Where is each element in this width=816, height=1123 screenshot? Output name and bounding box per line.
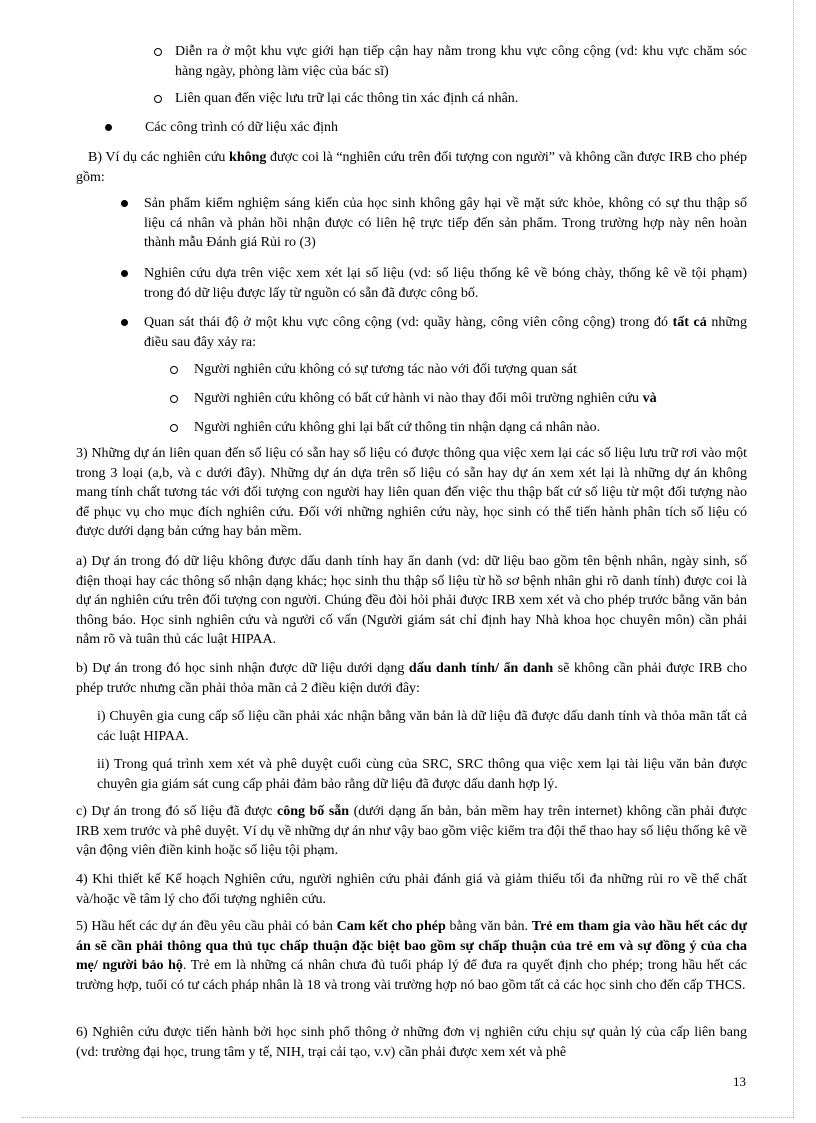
bullet-text: Nghiên cứu dựa trên việc xem xét lại số liệu (vd: số liệu thống kê về bóng chày, thống kê về tội phạm) trong đó dữ liệu được lấy từ nguồn có sẵn đã được công bố. xyxy=(144,266,747,301)
bullet-icon xyxy=(121,200,128,207)
hollow-bullet-icon xyxy=(154,95,162,103)
sub-bullet-text: Liên quan đến việc lưu trữ lại các thông tin xác định cá nhân. xyxy=(175,91,519,106)
emphasis-text: công bố sẵn xyxy=(276,804,350,819)
emphasis-text: Cam kết cho phép xyxy=(336,919,446,934)
section-3b-condition-ii: ii) Trong quá trình xem xét và phê duyệt cuối cùng của SRC, SRC thông qua việc xem lại tài liệu văn bản được chuyên gia giám sát cung cấp phải đảm bảo rằng dữ liệu đã được dấu danh hợp lý. xyxy=(97,757,747,792)
bullet-text-post: những điều sau đây xảy ra: xyxy=(144,315,747,350)
sub-bullet-text: Diễn ra ở một khu vực giới hạn tiếp cận hay nằm trong khu vực công cộng (vd: khu vực chăm sóc hàng ngày, phòng làm việc của bác sĩ) xyxy=(175,44,747,79)
section-5-pre: 5) Hầu hết các dự án đều yêu cầu phải có bản xyxy=(76,919,337,934)
hollow-bullet-icon xyxy=(170,395,178,403)
sub-bullet-text xyxy=(194,389,747,409)
section-5-paragraph xyxy=(76,917,747,995)
page-number: 13 xyxy=(733,1074,746,1089)
section-3-paragraph: 3) Những dự án liên quan đến số liệu có sẵn hay số liệu có được thông qua việc xem lại các số liệu lưu trữ rơi vào một trong 3 loại (a,b, và c dưới đây). Những dự án dựa trên số liệu có sẵn hay dự án xem xét lại là những dự án không mang tính chất tương tác với đối tượng con người hay liên quan đến việc thu thập bất cứ số liệu từ một đối tượng nào để phục vụ cho mục đích nghiên cứu. Đối với những nghiên cứu này, học sinh có thể tiến hành phân tích số liệu có được dưới dạng bản cứng hay bản mềm. xyxy=(76,446,747,539)
emphasis-text: không xyxy=(229,150,267,165)
section-4-paragraph: 4) Khi thiết kế Kế hoạch Nghiên cứu, người nghiên cứu phải đánh giá và giảm thiểu tối đa những rủi ro về thể chất và/hoặc về tâm lý cho đối tượng nghiên cứu. xyxy=(76,872,747,907)
hollow-bullet-icon xyxy=(170,366,178,374)
section-b-intro xyxy=(76,148,747,187)
section-5-mid: bằng văn bản. xyxy=(445,919,532,934)
sub-bullet-text: Người nghiên cứu không ghi lại bất cứ thông tin nhận dạng cá nhân nào. xyxy=(194,420,601,435)
bullet-icon xyxy=(121,270,128,277)
bullet-icon xyxy=(105,124,112,131)
emphasis-text: tất cả xyxy=(672,315,707,330)
sub-bullet-text: Người nghiên cứu không có sự tương tác nào với đối tượng quan sát xyxy=(194,362,577,377)
section-3b-pre: b) Dự án trong đó học sinh nhận được dữ liệu dưới dạng xyxy=(76,661,409,676)
bullet-text: Các công trình có dữ liệu xác định xyxy=(145,120,339,135)
bullet-text: Sản phẩm kiểm nghiệm sáng kiến của học sinh không gây hại về mặt sức khỏe, không có sự thu thập số liệu cá nhân và phản hồi nhận được có liên hệ trực tiếp đến sản phẩm. Trong trường hợp này nên hoàn thành mẫu Đánh giá Rủi ro (3) xyxy=(144,196,747,250)
section-3b-paragraph xyxy=(76,659,747,698)
section-b-intro-post: được coi là “nghiên cứu trên đối tượng con người” và không cần được IRB cho phép gồm: xyxy=(76,150,747,185)
section-3c-paragraph xyxy=(76,802,747,861)
hollow-bullet-icon xyxy=(170,424,178,432)
emphasis-text: và xyxy=(642,391,657,406)
section-3a-paragraph: a) Dự án trong đó dữ liệu không được dấu danh tính hay ẩn danh (vd: dữ liệu bao gồm tên bệnh nhân, ngày sinh, số điện thoại hay các thông số nhận dạng khác; học sinh thu thập số liệu từ hồ sơ bệnh nhân ghi rõ danh tính) được coi là dự án nghiên cứu trên đối tượng con người. Chúng đều đòi hỏi phải được IRB xem xét và cho phép trước bằng văn bản thông báo. Học sinh nghiên cứu và người cố vấn (Người giám sát chỉ định hay Nhà khoa học chuyên môn) cần phải nắm rõ và tuân thủ các luật HIPAA. xyxy=(76,554,747,647)
section-3b-condition-i: i) Chuyên gia cung cấp số liệu cần phải xác nhận bằng văn bản là dữ liệu đã được dấu danh tính và thỏa mãn tất cả các luật HIPAA. xyxy=(97,709,747,744)
bullet-text-pre: Quan sát thái độ ở một khu vực công cộng (vd: quầy hàng, công viên công cộng) trong đó xyxy=(144,315,673,330)
section-b-intro-pre: B) Ví dụ các nghiên cứu xyxy=(88,150,230,165)
hollow-bullet-icon xyxy=(154,48,162,56)
section-6-paragraph: 6) Nghiên cứu được tiến hành bởi học sinh phổ thông ở những đơn vị nghiên cứu chịu sự quản lý của cấp liên bang (vd: trường đại học, trung tâm y tế, NIH, trại cải tạo, v.v) cần phải được xem xét và phê xyxy=(76,1025,747,1060)
emphasis-text: Trẻ em tham gia vào hầu hết các dự án sẽ cần phải thông qua thủ tục chấp thuận đặc biệt bao gồm sự chấp thuận của trẻ em và sự đồng ý của cha mẹ/ người bảo hộ xyxy=(76,919,747,973)
emphasis-text: dấu danh tính/ ẩn danh xyxy=(408,661,554,676)
section-3b-post: sẽ không cần phải được IRB cho phép trước nhưng cần phải thỏa mãn cả 2 điều kiện dưới đây: xyxy=(76,661,748,696)
page-border-right xyxy=(793,0,794,1117)
sub-bullet-text-pre: Người nghiên cứu không có bất cứ hành vi nào thay đổi môi trường nghiên cứu xyxy=(194,391,643,406)
section-5-post: . Trẻ em là những cá nhân chưa đủ tuổi pháp lý để đưa ra quyết định cho phép; trong hầu hết các trường hợp, tuổi có tư cách pháp nhân là 18 và trong vài trường hợp nó bao gồm tất cả các học sinh cho đến cấp THCS. xyxy=(76,958,747,993)
page-border-bottom xyxy=(22,1117,794,1118)
section-3c-pre: c) Dự án trong đó số liệu đã được xyxy=(76,804,277,819)
bullet-text xyxy=(144,313,747,352)
bullet-icon xyxy=(121,319,128,326)
section-3c-post: (dưới dạng ấn bản, bản mềm hay trên internet) không cần phải được IRB xem trước và phê duyệt. Ví dụ về những dự án như vậy bao gồm việc kiểm tra đội thể thao hay số liệu thống kê về vận động viên điền kinh hoặc số liệu tội phạm. xyxy=(76,804,748,858)
